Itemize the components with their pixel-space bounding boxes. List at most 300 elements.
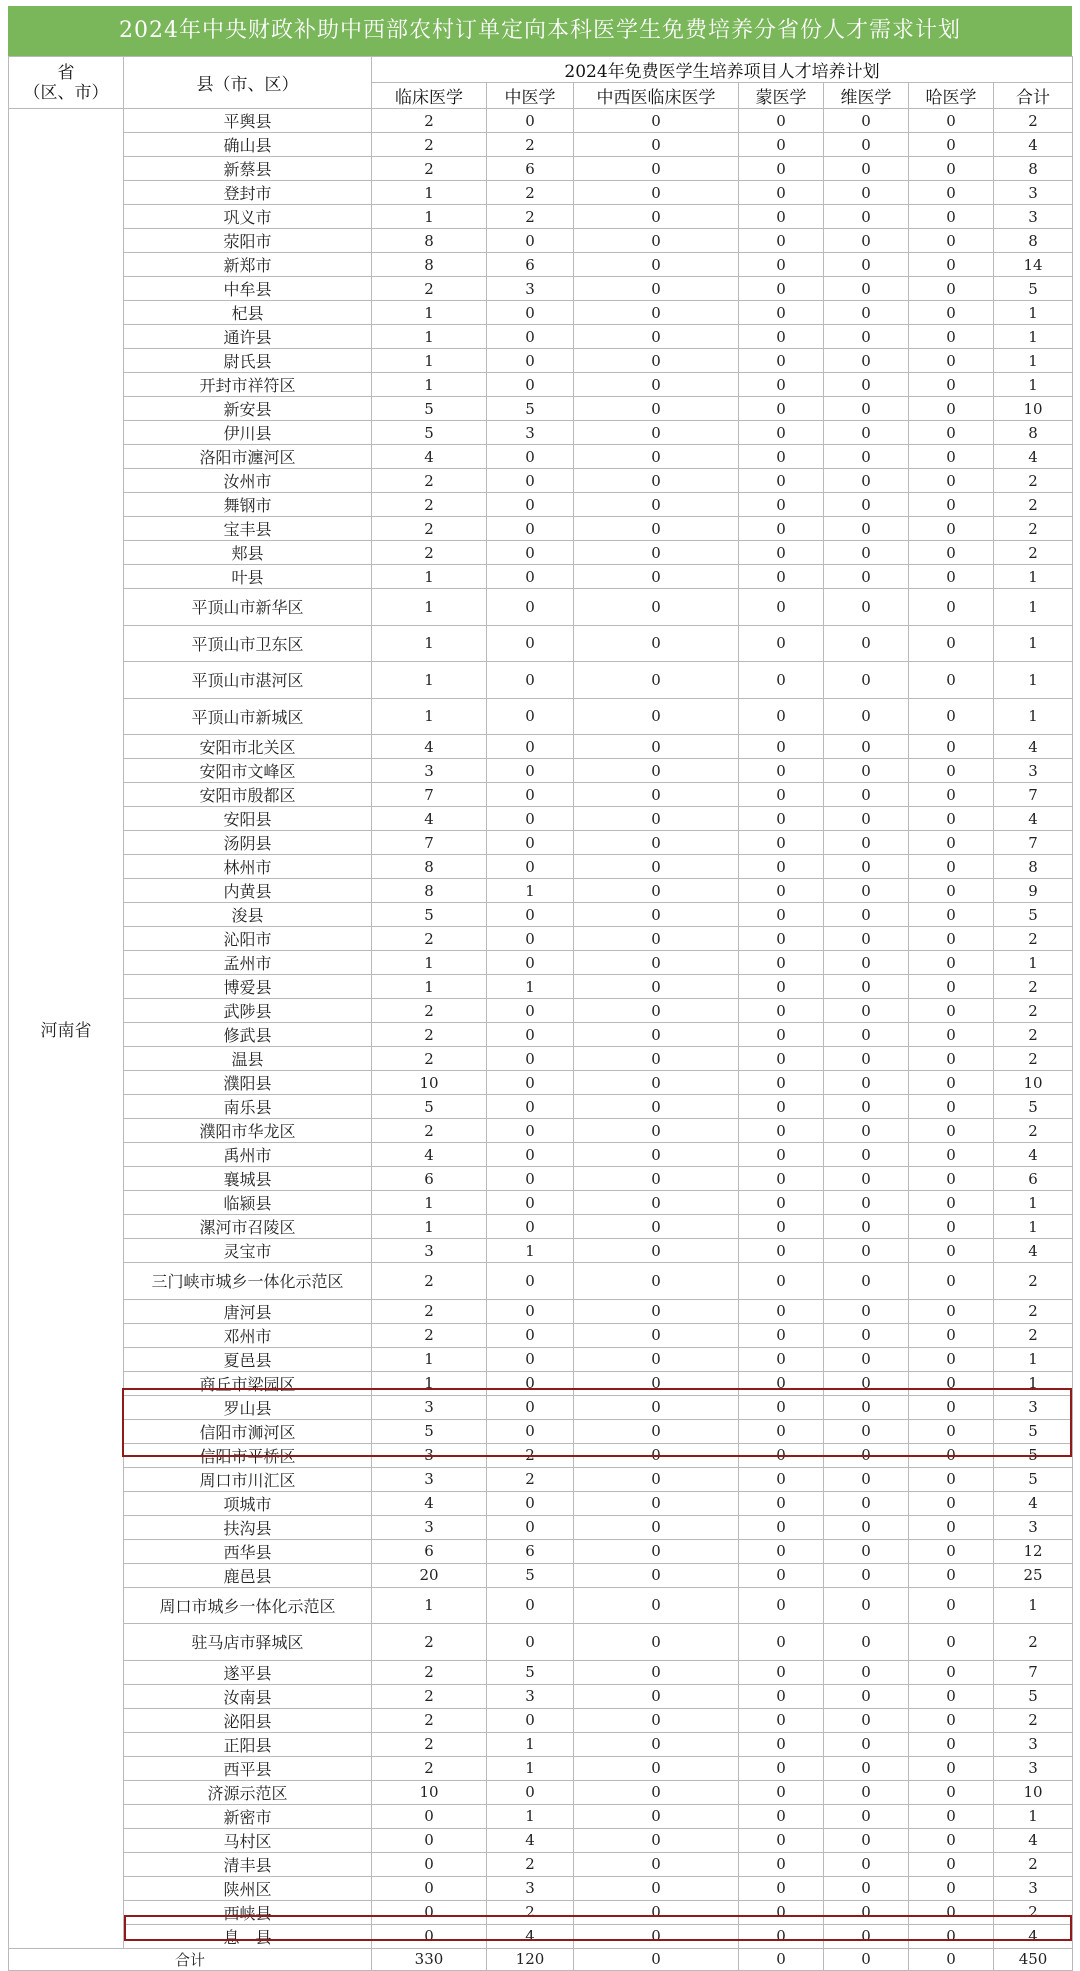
value-cell: 4: [994, 1143, 1073, 1167]
value-cell: 3: [994, 1876, 1073, 1900]
county-cell: 周口市川汇区: [124, 1467, 372, 1491]
value-cell: 0: [574, 951, 739, 975]
value-cell: 1: [487, 1804, 574, 1828]
county-cell: 新郑市: [124, 253, 372, 277]
value-cell: 0: [739, 999, 824, 1023]
table-row: [9, 373, 1073, 397]
value-cell: 1: [487, 975, 574, 999]
county-cell: 濮阳市华龙区: [124, 1119, 372, 1143]
value-cell: 0: [487, 783, 574, 807]
value-cell: 4: [994, 1924, 1073, 1948]
value-cell: 0: [824, 1515, 909, 1539]
county-cell: 安阳县: [124, 807, 372, 831]
value-cell: 4: [372, 735, 487, 759]
table-row: [9, 1419, 1073, 1443]
value-cell: 0: [909, 1684, 994, 1708]
county-cell: 汝州市: [124, 469, 372, 493]
value-cell: 0: [824, 1167, 909, 1191]
value-cell: 5: [487, 1563, 574, 1587]
value-cell: 2: [994, 1119, 1073, 1143]
value-cell: 0: [739, 1515, 824, 1539]
value-cell: 0: [487, 517, 574, 541]
value-cell: 0: [739, 1780, 824, 1804]
value-cell: 5: [994, 903, 1073, 927]
table-row: [9, 999, 1073, 1023]
table-row: [9, 1563, 1073, 1587]
table-row: [9, 1900, 1073, 1924]
value-cell: 0: [909, 1900, 994, 1924]
table-row: [9, 807, 1073, 831]
value-cell: 0: [739, 445, 824, 469]
value-cell: 8: [372, 229, 487, 253]
table-row: [9, 421, 1073, 445]
value-cell: 2: [372, 1708, 487, 1732]
value-cell: 0: [824, 517, 909, 541]
table-row: [9, 1023, 1073, 1047]
value-cell: 0: [574, 1732, 739, 1756]
county-cell: 平顶山市湛河区: [124, 662, 372, 699]
value-cell: 0: [487, 1323, 574, 1347]
value-cell: 0: [824, 1119, 909, 1143]
value-cell: 0: [574, 1143, 739, 1167]
table-row: [9, 1876, 1073, 1900]
value-cell: 0: [909, 698, 994, 735]
column-header: 蒙医学: [739, 83, 824, 109]
county-cell: 息 县: [124, 1924, 372, 1948]
county-cell: 西平县: [124, 1756, 372, 1780]
value-cell: 0: [574, 1515, 739, 1539]
value-cell: 0: [824, 133, 909, 157]
value-cell: 1: [994, 325, 1073, 349]
value-cell: 0: [909, 493, 994, 517]
value-cell: 0: [574, 1756, 739, 1780]
table-row: [9, 759, 1073, 783]
table-row: [9, 927, 1073, 951]
value-cell: 0: [487, 565, 574, 589]
value-cell: 0: [824, 1587, 909, 1624]
value-cell: 1: [994, 698, 1073, 735]
table-row: [9, 493, 1073, 517]
value-cell: 0: [574, 1539, 739, 1563]
table-row: [9, 1239, 1073, 1263]
table-body: [9, 109, 1073, 1971]
value-cell: 0: [909, 445, 994, 469]
table-title: 2024年中央财政补助中西部农村订单定向本科医学生免费培养分省份人才需求计划: [8, 6, 1072, 56]
table-row: [9, 1443, 1073, 1467]
table-row: [9, 1924, 1073, 1948]
value-cell: 2: [372, 1299, 487, 1323]
value-cell: 3: [487, 1876, 574, 1900]
value-cell: 0: [739, 1263, 824, 1300]
table-row: [9, 903, 1073, 927]
value-cell: 0: [739, 879, 824, 903]
value-cell: 0: [372, 1852, 487, 1876]
value-cell: 0: [739, 1587, 824, 1624]
value-cell: 0: [574, 783, 739, 807]
table-row: [9, 1167, 1073, 1191]
value-cell: 0: [487, 625, 574, 662]
value-cell: 1: [994, 1347, 1073, 1371]
value-cell: 1: [487, 1732, 574, 1756]
value-cell: 20: [372, 1563, 487, 1587]
value-cell: 0: [739, 1323, 824, 1347]
total-value-cell: 0: [909, 1948, 994, 1970]
county-cell: 博爱县: [124, 975, 372, 999]
value-cell: 2: [372, 541, 487, 565]
value-cell: 0: [909, 1095, 994, 1119]
value-cell: 1: [372, 625, 487, 662]
value-cell: 0: [909, 1708, 994, 1732]
value-cell: 4: [372, 807, 487, 831]
value-cell: 0: [487, 373, 574, 397]
value-cell: 7: [372, 831, 487, 855]
value-cell: 0: [824, 1624, 909, 1661]
county-cell: 新蔡县: [124, 157, 372, 181]
value-cell: 0: [824, 325, 909, 349]
value-cell: 0: [487, 1371, 574, 1395]
value-cell: 0: [909, 1780, 994, 1804]
table-row: [9, 1708, 1073, 1732]
table-row: [9, 975, 1073, 999]
value-cell: 14: [994, 253, 1073, 277]
value-cell: 0: [574, 1371, 739, 1395]
value-cell: 0: [909, 1263, 994, 1300]
value-cell: 0: [487, 109, 574, 133]
value-cell: 0: [739, 807, 824, 831]
value-cell: 2: [372, 469, 487, 493]
value-cell: 3: [487, 277, 574, 301]
value-cell: 0: [909, 735, 994, 759]
value-cell: 0: [739, 975, 824, 999]
county-cell: 温县: [124, 1047, 372, 1071]
value-cell: 0: [824, 1347, 909, 1371]
value-cell: 1: [487, 879, 574, 903]
value-cell: 0: [487, 831, 574, 855]
value-cell: 0: [574, 975, 739, 999]
value-cell: 0: [909, 205, 994, 229]
total-value-cell: 0: [824, 1948, 909, 1970]
value-cell: 0: [574, 927, 739, 951]
table-row: [9, 349, 1073, 373]
value-cell: 0: [574, 1852, 739, 1876]
value-cell: 0: [909, 662, 994, 699]
value-cell: 0: [909, 1660, 994, 1684]
value-cell: 0: [574, 469, 739, 493]
value-cell: 0: [487, 1143, 574, 1167]
county-cell: 南乐县: [124, 1095, 372, 1119]
value-cell: 0: [487, 698, 574, 735]
county-cell: 中牟县: [124, 277, 372, 301]
county-cell: 驻马店市驿城区: [124, 1624, 372, 1661]
total-label: 合计: [9, 1948, 372, 1970]
value-cell: 0: [909, 1167, 994, 1191]
value-cell: 0: [739, 735, 824, 759]
table-row: [9, 229, 1073, 253]
value-cell: 0: [739, 1563, 824, 1587]
table-row: [9, 1756, 1073, 1780]
table-row: [9, 1491, 1073, 1515]
value-cell: 0: [574, 807, 739, 831]
value-cell: 0: [487, 1047, 574, 1071]
value-cell: 0: [909, 1143, 994, 1167]
table-row: [9, 1587, 1073, 1624]
value-cell: 2: [372, 493, 487, 517]
value-cell: 0: [574, 1900, 739, 1924]
value-cell: 0: [574, 181, 739, 205]
value-cell: 5: [994, 277, 1073, 301]
value-cell: 0: [739, 469, 824, 493]
value-cell: 0: [909, 1191, 994, 1215]
value-cell: 2: [372, 109, 487, 133]
table-row: [9, 205, 1073, 229]
value-cell: 0: [739, 1119, 824, 1143]
value-cell: 0: [574, 349, 739, 373]
value-cell: 0: [824, 157, 909, 181]
value-cell: 3: [487, 1684, 574, 1708]
value-cell: 0: [909, 1047, 994, 1071]
county-cell: 新安县: [124, 397, 372, 421]
value-cell: 6: [994, 1167, 1073, 1191]
county-cell: 确山县: [124, 133, 372, 157]
table-row: [9, 301, 1073, 325]
county-cell: 宝丰县: [124, 517, 372, 541]
value-cell: 0: [824, 349, 909, 373]
value-cell: 0: [487, 1347, 574, 1371]
value-cell: 5: [994, 1419, 1073, 1443]
value-cell: 0: [487, 1587, 574, 1624]
value-cell: 0: [739, 662, 824, 699]
value-cell: 0: [739, 783, 824, 807]
value-cell: 0: [574, 999, 739, 1023]
value-cell: 0: [739, 1732, 824, 1756]
group-column-header: 2024年免费医学生培养项目人才培养计划: [372, 57, 1073, 83]
value-cell: 7: [372, 783, 487, 807]
county-cell: 灵宝市: [124, 1239, 372, 1263]
value-cell: 1: [372, 1215, 487, 1239]
value-cell: 0: [824, 1756, 909, 1780]
value-cell: 0: [909, 1732, 994, 1756]
value-cell: 5: [372, 1095, 487, 1119]
value-cell: 0: [574, 565, 739, 589]
value-cell: 0: [574, 1299, 739, 1323]
value-cell: 0: [824, 109, 909, 133]
value-cell: 0: [739, 831, 824, 855]
value-cell: 0: [487, 807, 574, 831]
value-cell: 0: [574, 1347, 739, 1371]
county-cell: 襄城县: [124, 1167, 372, 1191]
value-cell: 3: [994, 1756, 1073, 1780]
value-cell: 0: [574, 109, 739, 133]
value-cell: 0: [574, 759, 739, 783]
value-cell: 0: [574, 541, 739, 565]
value-cell: 0: [909, 181, 994, 205]
value-cell: 0: [739, 1684, 824, 1708]
value-cell: 0: [574, 1780, 739, 1804]
value-cell: 0: [739, 1071, 824, 1095]
value-cell: 0: [824, 1539, 909, 1563]
value-cell: 3: [994, 1515, 1073, 1539]
county-cell: 三门峡市城乡一体化示范区: [124, 1263, 372, 1300]
value-cell: 1: [372, 975, 487, 999]
table-row: [9, 1299, 1073, 1323]
value-cell: 3: [487, 421, 574, 445]
value-cell: 0: [739, 951, 824, 975]
value-cell: 0: [909, 253, 994, 277]
value-cell: 1: [487, 1239, 574, 1263]
county-cell: 夏邑县: [124, 1347, 372, 1371]
value-cell: 0: [739, 1419, 824, 1443]
value-cell: 0: [574, 1876, 739, 1900]
value-cell: 1: [372, 373, 487, 397]
value-cell: 1: [994, 589, 1073, 626]
value-cell: 0: [487, 1419, 574, 1443]
county-cell: 新密市: [124, 1804, 372, 1828]
value-cell: 4: [994, 807, 1073, 831]
table-row: [9, 517, 1073, 541]
value-cell: 4: [994, 1491, 1073, 1515]
value-cell: 5: [994, 1467, 1073, 1491]
value-cell: 0: [909, 277, 994, 301]
table-row: [9, 589, 1073, 626]
value-cell: 1: [372, 181, 487, 205]
value-cell: 0: [574, 445, 739, 469]
county-cell: 安阳市北关区: [124, 735, 372, 759]
value-cell: 0: [739, 1539, 824, 1563]
value-cell: 0: [372, 1828, 487, 1852]
column-header: 维医学: [824, 83, 909, 109]
value-cell: 0: [824, 205, 909, 229]
value-cell: 0: [824, 445, 909, 469]
value-cell: 0: [739, 541, 824, 565]
value-cell: 0: [909, 975, 994, 999]
value-cell: 0: [909, 421, 994, 445]
table-row: [9, 1215, 1073, 1239]
value-cell: 0: [487, 1119, 574, 1143]
value-cell: 3: [372, 1239, 487, 1263]
table-row: [9, 397, 1073, 421]
value-cell: 2: [372, 1756, 487, 1780]
table-row: [9, 253, 1073, 277]
value-cell: 0: [909, 1419, 994, 1443]
value-cell: 0: [909, 625, 994, 662]
county-cell: 开封市祥符区: [124, 373, 372, 397]
value-cell: 0: [824, 855, 909, 879]
value-cell: 3: [372, 759, 487, 783]
table-row: [9, 1119, 1073, 1143]
value-cell: 4: [487, 1828, 574, 1852]
county-cell: 通许县: [124, 325, 372, 349]
value-cell: 1: [372, 1191, 487, 1215]
value-cell: 0: [739, 109, 824, 133]
value-cell: 7: [994, 831, 1073, 855]
total-value-cell: 120: [487, 1948, 574, 1970]
value-cell: 0: [909, 1828, 994, 1852]
value-cell: 0: [574, 1263, 739, 1300]
value-cell: 2: [994, 469, 1073, 493]
value-cell: 0: [739, 1624, 824, 1661]
value-cell: 0: [739, 1239, 824, 1263]
value-cell: 1: [372, 589, 487, 626]
value-cell: 0: [574, 1239, 739, 1263]
plan-table: [8, 56, 1073, 1971]
value-cell: 4: [994, 1828, 1073, 1852]
value-cell: 0: [824, 831, 909, 855]
value-cell: 0: [909, 1443, 994, 1467]
value-cell: 2: [994, 493, 1073, 517]
value-cell: 0: [739, 1660, 824, 1684]
value-cell: 8: [994, 855, 1073, 879]
county-cell: 信阳市平桥区: [124, 1443, 372, 1467]
county-cell: 濮阳县: [124, 1071, 372, 1095]
county-cell: 唐河县: [124, 1299, 372, 1323]
value-cell: 2: [487, 1852, 574, 1876]
value-cell: 0: [824, 181, 909, 205]
value-cell: 0: [487, 735, 574, 759]
value-cell: 0: [824, 999, 909, 1023]
value-cell: 1: [372, 205, 487, 229]
value-cell: 4: [994, 735, 1073, 759]
county-cell: 武陟县: [124, 999, 372, 1023]
county-cell: 林州市: [124, 855, 372, 879]
county-cell: 孟州市: [124, 951, 372, 975]
value-cell: 0: [824, 1852, 909, 1876]
value-cell: 2: [487, 133, 574, 157]
table-row: [9, 109, 1073, 133]
county-cell: 洛阳市瀍河区: [124, 445, 372, 469]
table-row: [9, 133, 1073, 157]
value-cell: 0: [487, 1167, 574, 1191]
value-cell: 0: [824, 1215, 909, 1239]
value-cell: 0: [487, 1780, 574, 1804]
value-cell: 1: [372, 662, 487, 699]
value-cell: 0: [487, 301, 574, 325]
value-cell: 0: [739, 1347, 824, 1371]
value-cell: 0: [487, 1708, 574, 1732]
county-cell: 禹州市: [124, 1143, 372, 1167]
value-cell: 0: [909, 1624, 994, 1661]
value-cell: 0: [739, 698, 824, 735]
value-cell: 8: [372, 879, 487, 903]
value-cell: 0: [824, 759, 909, 783]
value-cell: 4: [372, 1491, 487, 1515]
value-cell: 0: [574, 229, 739, 253]
column-header: 中西医临床医学: [574, 83, 739, 109]
value-cell: 2: [372, 1323, 487, 1347]
value-cell: 0: [824, 301, 909, 325]
county-column-header: 县（市、区）: [124, 57, 372, 109]
value-cell: 2: [994, 1900, 1073, 1924]
value-cell: 0: [909, 1515, 994, 1539]
table-row: [9, 1263, 1073, 1300]
value-cell: 0: [824, 1732, 909, 1756]
value-cell: 3: [994, 205, 1073, 229]
value-cell: 0: [739, 1395, 824, 1419]
value-cell: 0: [739, 927, 824, 951]
value-cell: 0: [909, 1491, 994, 1515]
table-row: [9, 157, 1073, 181]
value-cell: 0: [824, 1467, 909, 1491]
value-cell: 0: [574, 1215, 739, 1239]
value-cell: 4: [487, 1924, 574, 1948]
value-cell: 0: [574, 493, 739, 517]
value-cell: 0: [487, 229, 574, 253]
county-cell: 正阳县: [124, 1732, 372, 1756]
value-cell: 0: [909, 1539, 994, 1563]
value-cell: 2: [994, 1299, 1073, 1323]
value-cell: 8: [994, 157, 1073, 181]
value-cell: 0: [909, 855, 994, 879]
value-cell: 0: [487, 589, 574, 626]
